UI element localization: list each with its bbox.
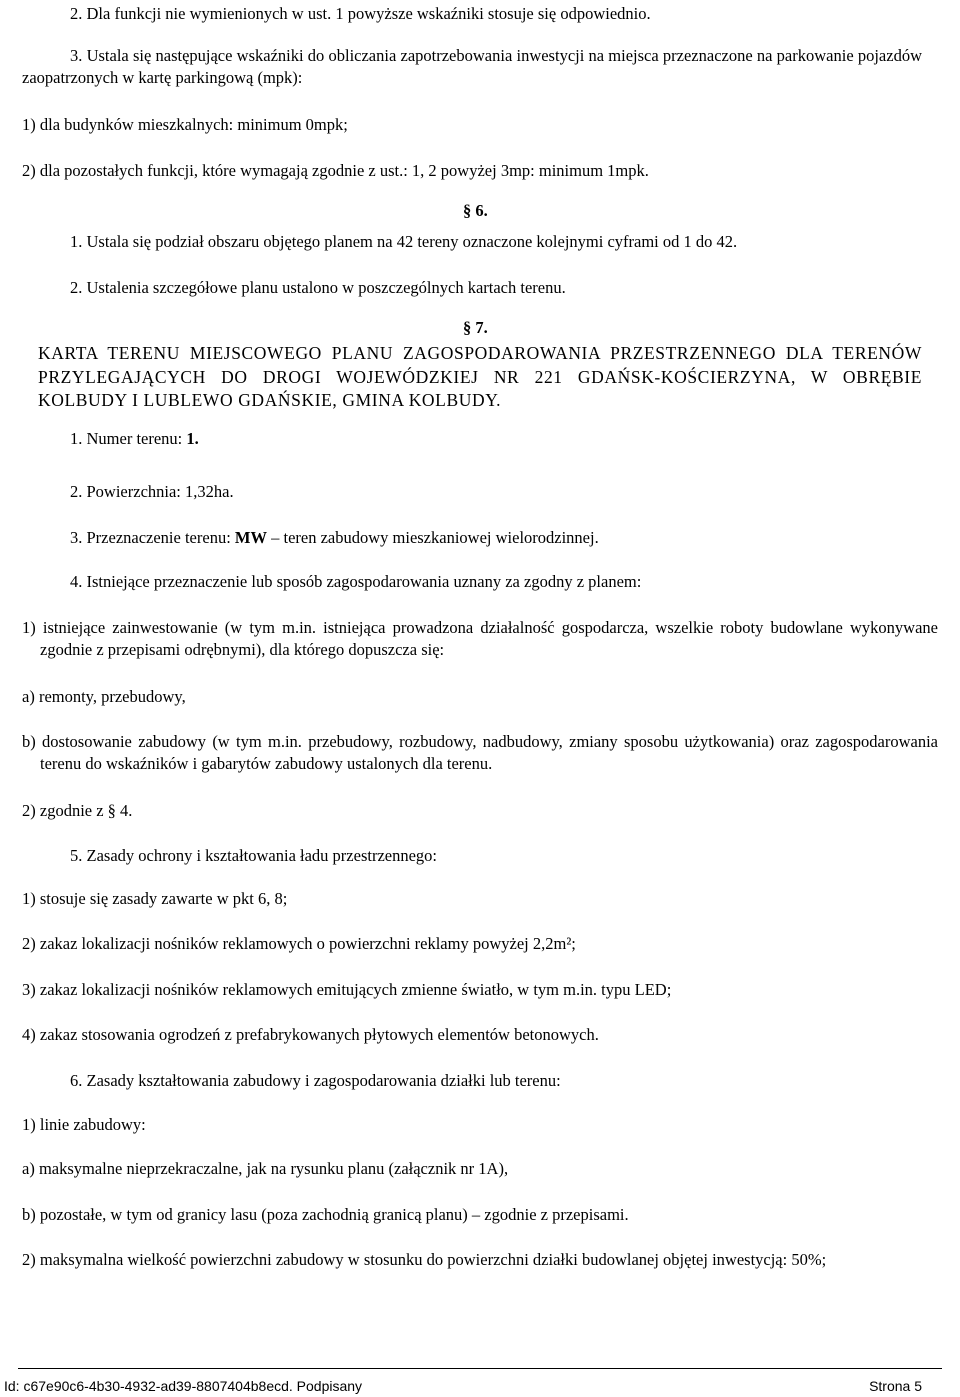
paragraph-4-item-a: a) remonty, przebudowy, — [22, 687, 186, 706]
paragraph-5-item-2: 2) zakaz lokalizacji nośników reklamowych o powierzchni reklamy powyżej 2,2m²; — [22, 934, 576, 953]
paragraph-5-item-3: 3) zakaz lokalizacji nośników reklamowych emitujących zmienne światło, w tym m.in. typu LED; — [22, 980, 672, 999]
przeznaczenie-description: – teren zabudowy mieszkaniowej wielorodzinnej. — [266, 528, 599, 547]
section-6-paragraph-1: 1. Ustala się podział obszaru objętego planem na 42 tereny oznaczone kolejnymi cyframi od 1 do 42. — [70, 232, 738, 251]
numer-terenu-label: 1. Numer terenu: — [70, 429, 187, 448]
section-6-paragraph-2: 2. Ustalenia szczegółowe planu ustalono w poszczególnych kartach terenu. — [70, 278, 566, 297]
footer-divider — [18, 1368, 942, 1369]
paragraph-5-item-4: 4) zakaz stosowania ogrodzeń z prefabrykowanych płytowych elementów betonowych. — [22, 1025, 599, 1044]
przeznaczenie-terenu — [70, 527, 599, 549]
paragraph-4-item-2: 2) zgodnie z § 4. — [22, 801, 133, 820]
paragraph-4-heading: 4. Istniejące przeznaczenie lub sposób zagospodarowania uznany za zgodny z planem: — [70, 572, 642, 591]
numer-terenu-value: 1. — [186, 429, 199, 448]
numer-terenu — [70, 428, 199, 450]
section-7-heading: § 7. — [463, 318, 488, 337]
paragraph-4-item-b: b) dostosowanie zabudowy (w tym m.in. przebudowy, rozbudowy, nadbudowy, zmiany sposobu użytkowania) oraz zagospodarowania terenu do wskaźników i gabarytów zabudowy ustalonych dla terenu. — [22, 732, 938, 773]
paragraph-3: 3. Ustala się następujące wskaźniki do obliczania zapotrzebowania inwestycji na miejsca przeznaczone na parkowanie pojazdów zaopatrzonych w kartę parkingową (mpk): — [22, 46, 922, 87]
paragraph-6-heading: 6. Zasady kształtowania zabudowy i zagospodarowania działki lub terenu: — [70, 1071, 561, 1090]
przeznaczenie-code: MW — [234, 528, 267, 547]
karta-terenu-title: KARTA TERENU MIEJSCOWEGO PLANU ZAGOSPODAROWANIA PRZESTRZENNEGO DLA TERENÓW PRZYLEGAJĄCYCH DO DROGI WOJEWÓDZKIEJ NR 221 GDAŃSK-KOŚCIERZYNA, W OBRĘBIE KOLBUDY I LUBLEWO GDAŃSKIE, GMINA KOLBUDY. — [38, 343, 922, 410]
paragraph-2: 2. Dla funkcji nie wymienionych w ust. 1 powyższe wskaźniki stosuje się odpowiednio. — [70, 4, 651, 23]
paragraph-5-heading: 5. Zasady ochrony i kształtowania ładu przestrzennego: — [70, 846, 437, 865]
paragraph-4-item-1: 1) istniejące zainwestowanie (w tym m.in. istniejąca prowadzona działalność gospodarcza, wszelkie roboty budowlane wykonywane zgodnie z przepisami odrębnymi), dla którego dopuszcza się: — [22, 618, 938, 659]
przeznaczenie-label: 3. Przeznaczenie terenu: — [70, 528, 235, 547]
section-6-heading: § 6. — [463, 201, 488, 220]
paragraph-3-item-2: 2) dla pozostałych funkcji, które wymagają zgodnie z ust.: 1, 2 powyżej 3mp: minimum 1mpk. — [22, 161, 649, 180]
paragraph-6-item-b: b) pozostałe, w tym od granicy lasu (poza zachodnią granicą planu) – zgodnie z przepisami. — [22, 1205, 629, 1224]
paragraph-6-item-2: 2) maksymalna wielkość powierzchni zabudowy w stosunku do powierzchni działki budowlanej objętej inwestycją: 50%; — [22, 1250, 827, 1269]
powierzchnia: 2. Powierzchnia: 1,32ha. — [70, 482, 234, 501]
footer-page-number: Strona 5 — [869, 1378, 922, 1394]
paragraph-6-item-1: 1) linie zabudowy: — [22, 1115, 146, 1134]
paragraph-6-item-a: a) maksymalne nieprzekraczalne, jak na rysunku planu (załącznik nr 1A), — [22, 1159, 509, 1178]
footer-document-id: Id: c67e90c6-4b30-4932-ad39-8807404b8ecd. Podpisany — [4, 1378, 363, 1394]
paragraph-3-item-1: 1) dla budynków mieszkalnych: minimum 0mpk; — [22, 115, 348, 134]
paragraph-5-item-1: 1) stosuje się zasady zawarte w pkt 6, 8; — [22, 889, 288, 908]
